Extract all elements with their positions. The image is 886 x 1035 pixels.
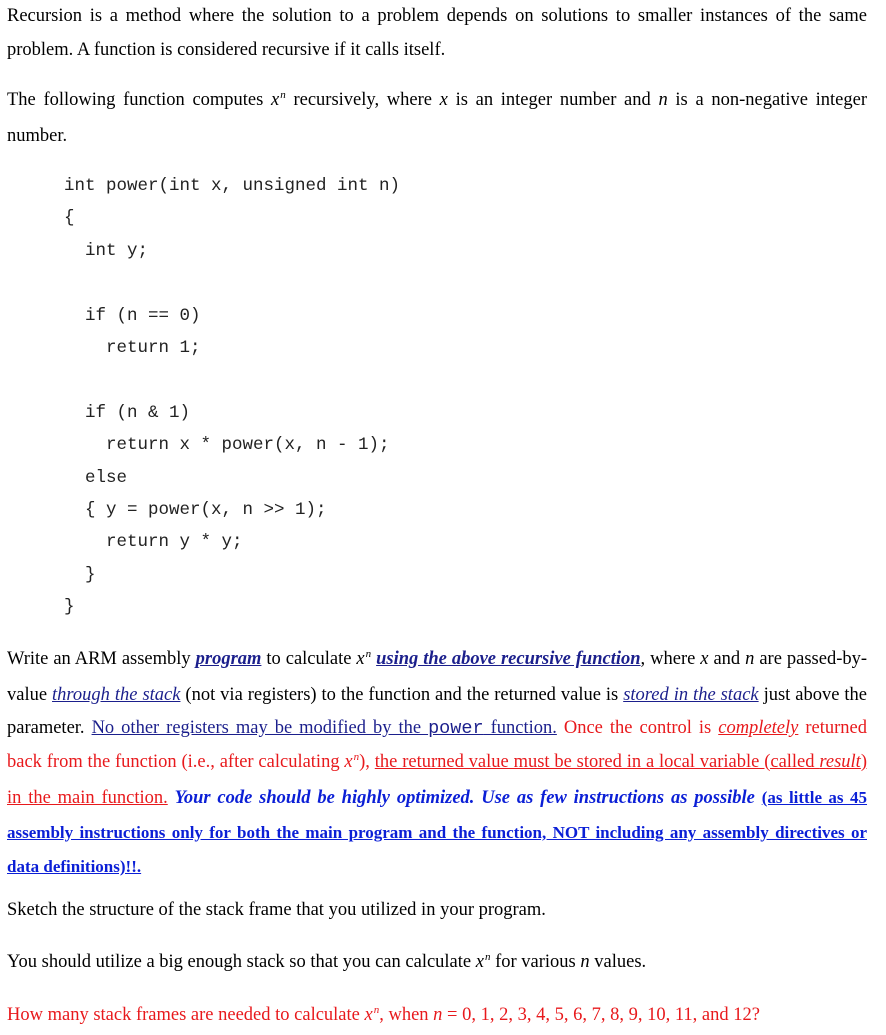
sketch-paragraph: Sketch the structure of the stack frame that you utilized in your program. [7,900,546,920]
intro-paragraph: Recursion is a method where the solution to a problem depends on solutions to smaller instances of the same problem. A function is considered recursive if it calls itself. [7,6,867,60]
code-line [64,267,400,299]
code-line: if (n == 0) [64,305,201,326]
code-line: } [64,597,75,618]
code-line: int y; [64,240,149,261]
code-line: { [64,208,75,229]
no-registers-note: No other registers may be modified by the power function. [91,718,557,739]
result-note: the returned value must be stored in a local variable (called result) in the main function. [7,751,867,808]
question-paragraph: How many stack frames are needed to calculate $x^n$, when n = 0, 1, 2, 3, 4, 5, 6, 7, 8, 9, 10, 11, and 12? [7,1004,760,1025]
code-line: int power(int x, unsigned int n) [64,176,401,196]
code-block [64,170,400,623]
code-line: return 1; [64,337,201,358]
code-line: return y * y; [64,532,243,553]
code-line: if (n & 1) [64,402,191,423]
code-line [64,364,400,396]
code-line: else [64,467,128,488]
description-paragraph: The following function computes $x^n$ recursively, where x is an integer number and n is a non-negative integer number. [7,89,867,146]
code-line: } [64,564,96,585]
stack-paragraph: You should utilize a big enough stack so that you can calculate $x^n$ for various n values. [7,951,647,972]
code-line: { y = power(x, n >> 1); [64,499,327,520]
code-line: return x * power(x, n - 1); [64,435,390,456]
task-paragraph: Write an ARM assembly program to calculate $x^n$ using the above recursive function, where x and n are passed-by-value through the stack (not via registers) to the function and the returned value is stored in the stack just above the parameter. No other registers may be modified by the power function. Once the control is completely returned back from the function (i.e., after calculating $x^n$), the returned value must be stored in a local variable (called result) in the main function. Your code should be highly optimized. Use as few instructions as possible (as little as 45 assembly instructions only for both the main program and the function, NOT including any assembly directives or data definitions)!!. [7,648,868,876]
